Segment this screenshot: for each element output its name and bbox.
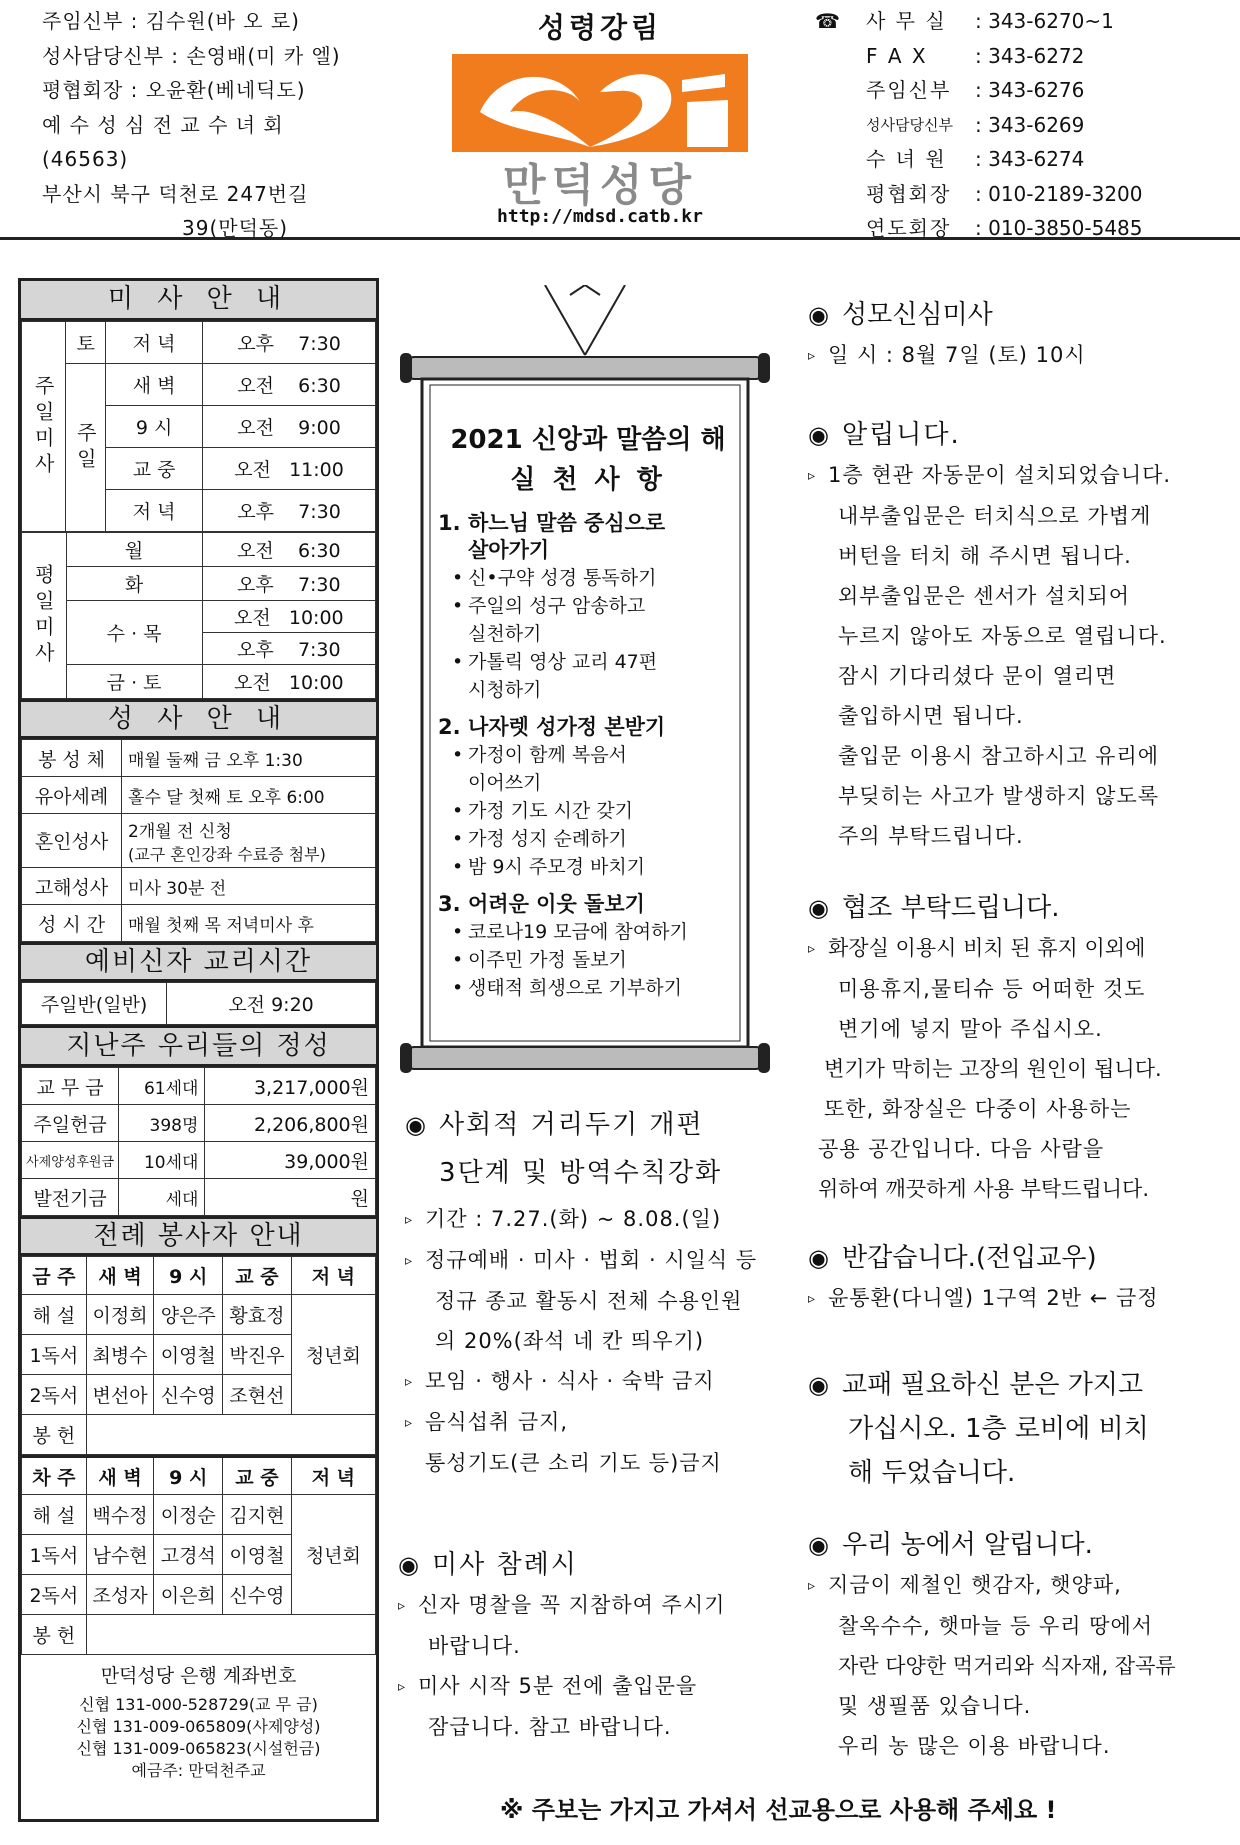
postal-code: (46563) <box>42 147 129 171</box>
sacrament-table <box>21 739 376 942</box>
table-row: 해 설 이정희 양은주 황효정 청년회 <box>22 1295 376 1335</box>
bullet-icon: ◉ <box>808 1371 829 1399</box>
triangle-bullet-icon: ▹ <box>808 468 817 484</box>
liturgy-section-title: 전례 봉사자 안내 <box>21 1216 376 1256</box>
list-item: • 주일의 성구 암송하고 실천하기 <box>438 592 738 648</box>
table-row: 혼인성사 2개월 전 신청 (교구 혼인강좌 수료증 첨부) <box>22 814 376 868</box>
mass-attendance-notice: ◉ 미사 참례시 ▹ 신자 명찰을 꼭 지참하여 주시기 바랍니다. ▹ 미사 시작 5분 전에 출입문을 잠급니다. 참고 바랍니다. <box>398 1545 798 1747</box>
list-item: • 가톨릭 영상 교리 47편 시청하기 <box>438 648 738 704</box>
list-item: • 이주민 가정 돌보기 <box>438 946 738 974</box>
table-row: 주일미사 토 저 녁 오후 7:30 <box>22 322 376 364</box>
announcement-notice: ◉ 알립니다. ▹ 1층 현관 자동문이 설치되었습니다. 내부출입문은 터치식으로 가볍게 버턴을 터치 해 주시면 됩니다. 외부출입문은 센서가 설치되어 누르지 않아도 자동으로 열립니다. 잠시 기다리셨다 문이 열리면 출입하시면 됩니다. 출입문 이용시 참고하시고 유리에 부딪히는 사고가 발생하지 않도록 주의 부탁드립니다. <box>808 415 1228 856</box>
triangle-bullet-icon: ▹ <box>808 941 816 957</box>
footer-note: ※ 주보는 가지고 가셔서 선교용으로 사용해 주세요 ! <box>500 1796 1057 1824</box>
triangle-bullet-icon: ▹ <box>808 1291 817 1307</box>
table-row: 유아세례 홀수 달 첫째 토 오후 6:00 <box>22 777 376 814</box>
table-row: 2독서 조성자 이은희 신수영 <box>22 1575 376 1615</box>
cooperation-notice: ◉ 협조 부탁드립니다. ▹ 화장실 이용시 비치 된 휴지 이외에 미용휴지,물티슈 등 어떠한 것도 변기에 넣지 말아 주십시오. 변기가 막히는 고장의 원인이 됩니다. 또한, 화장실은 다중이 사용하는 공용 공간입니다. 다음 사람을 위하여 깨끗하게 사용 부탁드립니다. <box>808 888 1228 1209</box>
table-row: 저 녁 오후 7:30 <box>22 490 376 532</box>
contact-row: 수 녀 원 : 343-6274 <box>866 147 1085 171</box>
contact-row: 평협회장 : 010-2189-3200 <box>866 181 1143 206</box>
table-row: 성 시 간 매월 첫째 목 저녁미사 후 <box>22 905 376 942</box>
bank-holder: 예금주: 만덕천주교 <box>131 1761 266 1780</box>
triangle-bullet-icon: ▹ <box>405 1212 414 1228</box>
mass-section-title: 미 사 안 내 <box>21 281 376 321</box>
table-row: 화 오후 7:30 <box>22 567 376 601</box>
sacrament-section-title: 성 사 안 내 <box>21 699 376 739</box>
triangle-bullet-icon: ▹ <box>808 1578 817 1594</box>
table-row: 봉 헌 <box>22 1615 376 1655</box>
contact-row: 성사담당신부 : 343-6269 <box>866 112 1085 137</box>
offering-table <box>21 1067 376 1216</box>
triangle-bullet-icon: ▹ <box>808 348 817 364</box>
table-row: 평일미사 월 오전 6:30 <box>22 533 376 567</box>
sisters-line: 예 수 성 심 전 교 수 녀 회 <box>42 112 284 137</box>
catechumen-section-title: 예비신자 교리시간 <box>21 942 376 982</box>
contact-row: 연도회장 : 010-3850-5485 <box>866 216 1143 240</box>
list-item: • 코로나19 모금에 참여하기 <box>438 918 738 946</box>
practice-heading: 2. 나자렛 성가정 본받기 <box>438 715 666 739</box>
table-row: 주일 새 벽 오전 6:30 <box>22 364 376 406</box>
list-item: • 생태적 희생으로 기부하기 <box>438 974 738 1002</box>
logo-text: 만덕성당 <box>502 160 698 207</box>
bullet-icon: ◉ <box>808 421 831 449</box>
bullet-icon: ◉ <box>405 1111 428 1139</box>
address-line-2: 39(만덕동) <box>182 216 289 240</box>
table-row: 주일헌금 398명 2,206,800원 <box>22 1105 376 1142</box>
liturgy-table-next-week <box>21 1455 376 1655</box>
triangle-bullet-icon: ▹ <box>398 1679 407 1695</box>
parish-logo-icon <box>450 52 750 207</box>
distancing-notice: ◉ 사회적 거리두기 개편 3단계 및 방역수칙강화 ▹ 기간 : 7.27.(화) ~ 8.08.(일) ▹ 정규예배 · 미사 · 법회 · 시일식 등 정규 종교 활동시 전체 수용인원 의 20%(좌석 네 칸 띄우기) ▹ 모임 · 행사 · 식사 · 숙박 금지 ▹ 음식섭취 금지, 통성기도(큰 소리 기도 등)금지 <box>405 1105 800 1483</box>
table-row: 해 설 백수정 이정순 김지현 청년회 <box>22 1495 376 1535</box>
bullet-icon: ◉ <box>808 1244 829 1272</box>
practice-heading: 3. 어려운 이웃 돌보기 <box>438 892 645 916</box>
triangle-bullet-icon: ▹ <box>405 1374 414 1390</box>
table-row: 금 주 새 벽 9 시 교 중 저 녁 <box>22 1257 376 1295</box>
list-item: • 가정 성지 순례하기 <box>438 825 738 853</box>
table-row: 금 · 토 오전 10:00 <box>22 665 376 699</box>
table-row: 봉 성 체 매월 둘째 금 오후 1:30 <box>22 740 376 777</box>
bank-line: 신협 131-009-065809(사제양성) <box>76 1717 321 1736</box>
faith-year-scroll <box>400 285 770 1085</box>
table-row: 고해성사 미사 30분 전 <box>22 868 376 905</box>
table-row: 9 시 오전 9:00 <box>22 406 376 448</box>
parish-url[interactable]: http://mdsd.catb.kr <box>497 206 703 227</box>
sunday-mass-label: 주일미사 <box>22 322 66 532</box>
sacrament-priest-line: 성사담당신부 : 손영배(미 카 엘) <box>42 43 341 68</box>
parish-staff-info <box>42 4 462 246</box>
offering-section-title: 지난주 우리들의 정성 <box>21 1025 376 1067</box>
bullet-icon: ◉ <box>808 301 829 329</box>
scroll-title: 2021 신앙과 말씀의 해 실 천 사 항 <box>450 425 726 495</box>
bullet-icon: ◉ <box>808 894 829 922</box>
schedule-column <box>18 278 379 1822</box>
table-row: 오후 7:30 <box>22 633 376 665</box>
liturgical-title: 성령강림 <box>537 11 663 44</box>
bullet-icon: ◉ <box>808 1531 829 1559</box>
farm-notice: ◉ 우리 농에서 알립니다. ▹ 지금이 제철인 햇감자, 햇양파, 찰옥수수, 햇마늘 등 우리 땅에서 자란 다양한 먹거리와 식자재, 잡곡류 및 생필품 있습니다. 우리 농 많은 이용 바랍니다. <box>808 1525 1228 1766</box>
door-plate-notice: ◉ 교패 필요하신 분은 가지고 가십시오. 1층 로비에 비치 해 두었습니다. <box>808 1365 1228 1493</box>
bank-line: 신협 131-000-528729(교 무 금) <box>79 1695 318 1714</box>
table-row: 차 주 새 벽 9 시 교 중 저 녁 <box>22 1457 376 1495</box>
pastor-line: 주임신부 : 김수원(바 오 로) <box>42 9 300 33</box>
address-line: 부산시 북구 덕천로 247번길 <box>42 181 309 206</box>
welcome-notice: ◉ 반갑습니다.(전입교우) ▹ 윤통환(다니엘) 1구역 2반 ← 금정 <box>808 1238 1228 1319</box>
table-row: 교 무 금 61세대 3,217,000원 <box>22 1068 376 1105</box>
contact-list <box>815 4 1235 246</box>
liturgy-table-this-week <box>21 1256 376 1455</box>
table-row: 1독서 남수현 고경석 이영철 <box>22 1535 376 1575</box>
weekday-mass-label: 평일미사 <box>22 533 67 699</box>
table-row: 주일반(일반) 오전 9:20 <box>22 983 376 1025</box>
table-row: 1독서 최병수 이영철 박진우 <box>22 1335 376 1375</box>
table-row: 교 중 오전 11:00 <box>22 448 376 490</box>
bullet-icon: ◉ <box>398 1551 421 1579</box>
weekday-mass-table <box>21 532 376 699</box>
practice-heading: 1. 하느님 말씀 중심으로 살아가기 <box>438 511 666 562</box>
table-row: 사제양성후원금 10세대 39,000원 <box>22 1142 376 1179</box>
table-row: 수 · 목 오전 10:00 <box>22 601 376 633</box>
bank-line: 신협 131-009-065823(시설헌금) <box>76 1739 321 1758</box>
contact-row: 주임신부 : 343-6276 <box>866 78 1085 102</box>
triangle-bullet-icon: ▹ <box>405 1415 414 1431</box>
list-item: • 밤 9시 주모경 바치기 <box>438 853 738 881</box>
saturday-label: 토 <box>66 322 106 364</box>
table-row: 발전기금 세대 원 <box>22 1179 376 1216</box>
contact-row: ☎ 사 무 실 : 343-6270~1 <box>815 4 1235 39</box>
council-president-line: 평협회장 : 오윤환(베네딕도) <box>42 78 306 102</box>
phone-icon: ☎ <box>815 9 840 33</box>
table-row: 2독서 변선아 신수영 조현선 <box>22 1375 376 1415</box>
header-center <box>440 0 760 240</box>
mass-schedule-table <box>21 321 376 532</box>
contact-row: F A X : 343-6272 <box>866 43 1085 68</box>
bank-accounts <box>21 1655 376 1782</box>
bank-title: 만덕성당 은행 계좌번호 <box>100 1665 297 1687</box>
bulletin-header <box>0 0 1240 240</box>
triangle-bullet-icon: ▹ <box>405 1253 414 1269</box>
list-item: • 가정 기도 시간 갖기 <box>438 797 738 825</box>
scroll-content <box>438 420 738 1002</box>
mary-mass-notice: ◉ 성모신심미사 ▹ 일 시 : 8월 7일 (토) 10시 <box>808 295 1228 376</box>
catechumen-table <box>21 982 376 1025</box>
list-item: • 가정이 함께 복음서 이어쓰기 <box>438 741 738 797</box>
sunday-label: 주일 <box>66 364 106 532</box>
list-item: • 신•구약 성경 통독하기 <box>438 564 738 592</box>
table-row: 봉 헌 <box>22 1415 376 1455</box>
triangle-bullet-icon: ▹ <box>398 1598 407 1614</box>
